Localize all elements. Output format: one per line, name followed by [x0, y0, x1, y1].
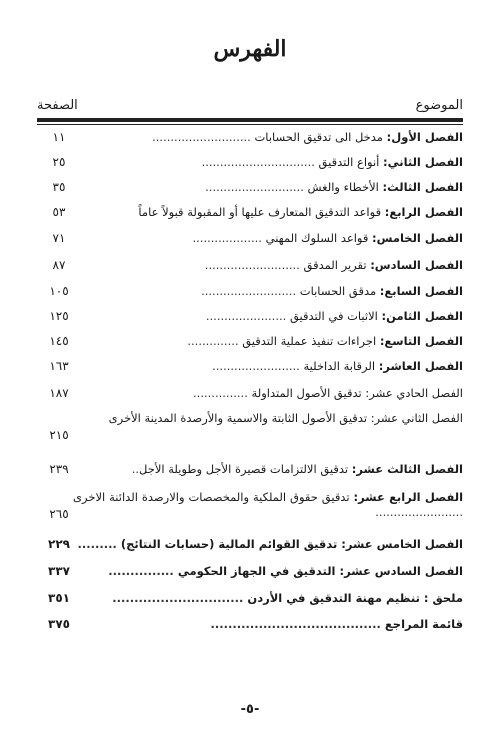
chapter-label: الفصل السادس: — [370, 258, 463, 272]
chapter-label: الفصل التاسع: — [379, 334, 463, 348]
topic-column-label: الموضوع — [415, 98, 463, 113]
chapter-label: الفصل الثالث عشر: — [351, 462, 463, 476]
chapter-label: الفصل الرابع عشر: — [353, 490, 464, 504]
entry-title: التدقيق في الجهاز الحكومي — [177, 564, 336, 578]
entry-title: تدقيق الأصول المتداولة — [251, 386, 362, 400]
page-title: الفهرس — [213, 36, 287, 62]
entry-title: اجراءات تنفيذ عملية التدقيق — [242, 334, 377, 348]
leader-dots: ............... — [193, 386, 248, 400]
entry-title: تنظيم مهنة التدقيق في الأردن — [247, 591, 420, 605]
entry-title: تدقيق القوائم المالية (حسابات النتائج) — [120, 537, 338, 551]
toc-entry[interactable] — [37, 309, 463, 325]
chapter-label: الفصل العاشر: — [378, 359, 463, 373]
entry-title: تقرير المدقق — [303, 258, 367, 272]
entry-title: مدقق الحسابات — [299, 284, 377, 298]
header-rule-thick — [37, 118, 463, 122]
leader-dots: .......................... — [204, 258, 300, 272]
toc-entry[interactable] — [37, 537, 463, 553]
chapter-label: الفصل الثامن: — [381, 309, 463, 323]
page-number: ٢٢٩ — [48, 537, 70, 551]
toc-entry[interactable] — [37, 130, 463, 146]
chapter-label: الفصل الرابع: — [384, 205, 463, 219]
entry-title: تدقيق الالتزامات قصيرة الأجل وطويلة الأجل — [139, 462, 349, 476]
entry-title: الاثبات في التدقيق — [289, 309, 378, 323]
toc-entry[interactable] — [37, 155, 463, 171]
page-number: ١٤٥ — [49, 334, 69, 348]
leader-dots: ....................................... — [210, 617, 381, 631]
chapter-label: الفصل السادس عشر: — [339, 564, 463, 578]
chapter-label: الفصل الخامس عشر: — [341, 537, 463, 551]
leader-dots: ........................... — [152, 130, 251, 144]
leader-dots: .............. — [187, 334, 239, 348]
toc-entry[interactable] — [37, 180, 463, 196]
entry-title: أنواع التدقيق — [318, 155, 380, 169]
toc-entry[interactable] — [37, 334, 463, 350]
chapter-label: الفصل الثاني عشر: — [370, 411, 463, 425]
toc-entry[interactable] — [37, 411, 463, 443]
toc-entry[interactable] — [37, 231, 463, 247]
leader-dots: ................... — [192, 231, 262, 245]
toc-entry[interactable] — [37, 591, 463, 607]
page-number: ١٨٧ — [49, 386, 69, 400]
chapter-label: الفصل الأول: — [386, 130, 463, 144]
leader-dots: ......... — [77, 537, 117, 551]
page-number: ٣٥١ — [48, 591, 70, 605]
leader-dots: .......................... — [201, 284, 297, 298]
entry-title: الأخطاء والغش — [307, 180, 379, 194]
entry-title: قواعد التدقيق المتعارف عليها أو المقبولة قبولاً عاماً — [138, 205, 382, 219]
page-number: ٢٣٩ — [49, 462, 69, 476]
page-number: ١١ — [52, 130, 66, 144]
page-number: ٢١٥ — [49, 428, 69, 442]
page-footer-number: -٥- — [240, 702, 260, 717]
chapter-label: الفصل الثالث: — [382, 180, 463, 194]
chapter-label: الفصل الحادي عشر: — [365, 386, 463, 400]
entry-title: تدقيق حقوق الملكية والمخصصات والارصدة الدائنة الاخرى — [73, 490, 350, 504]
entry-title: قواعد السلوك المهني — [265, 231, 369, 245]
page-column-label: الصفحة — [37, 98, 78, 113]
chapter-label: قائمة المراجع — [384, 617, 463, 631]
page-number: ٨٧ — [52, 258, 66, 272]
leader-dots: ...................... — [205, 309, 287, 323]
leader-dots: ........................ — [375, 505, 463, 519]
page-number: ٧١ — [52, 231, 66, 245]
page-number: ٥٣ — [52, 205, 66, 219]
chapter-label: ملحق : — [423, 591, 463, 605]
leader-dots: ............................... — [201, 155, 315, 169]
toc-entry[interactable] — [37, 284, 463, 300]
toc-entry[interactable] — [37, 359, 463, 375]
entry-title: الرقابة الداخلية — [303, 359, 376, 373]
page-number: ١٠٥ — [49, 284, 69, 298]
header-rule-thin — [37, 124, 463, 125]
chapter-label: الفصل الخامس: — [372, 231, 463, 245]
entry-title: تدقيق الأصول الثابتة والاسمية والأرصدة المدينة الأخرى — [108, 411, 368, 425]
toc-entry[interactable] — [37, 617, 463, 633]
page-number: ١٦٣ — [49, 359, 69, 373]
chapter-label: الفصل السابع: — [379, 284, 463, 298]
toc-entry[interactable] — [37, 386, 463, 402]
page-number: ٣٧٥ — [48, 617, 70, 631]
page-number: ٢٥ — [52, 155, 66, 169]
chapter-label: الفصل الثاني: — [383, 155, 463, 169]
page-number: ١٢٥ — [49, 309, 69, 323]
page-number: ٢٦٥ — [49, 507, 69, 521]
leader-dots: .............................. — [112, 591, 244, 605]
page-number: ٣٥ — [52, 180, 66, 194]
leader-dots: ........................ — [212, 359, 300, 373]
leader-dots: ............... — [108, 564, 174, 578]
toc-entry[interactable] — [37, 490, 463, 522]
toc-entry[interactable] — [37, 205, 463, 221]
toc-entry[interactable] — [37, 462, 463, 478]
leader-dots: ........................... — [205, 180, 304, 194]
toc-entry[interactable] — [37, 564, 463, 580]
toc-entry[interactable] — [37, 258, 463, 274]
toc-header — [37, 98, 463, 116]
entry-title: مدخل الى تدقيق الحسابات — [254, 130, 383, 144]
leader-dots: .. — [131, 462, 140, 476]
page-number: ٣٣٧ — [48, 564, 70, 578]
